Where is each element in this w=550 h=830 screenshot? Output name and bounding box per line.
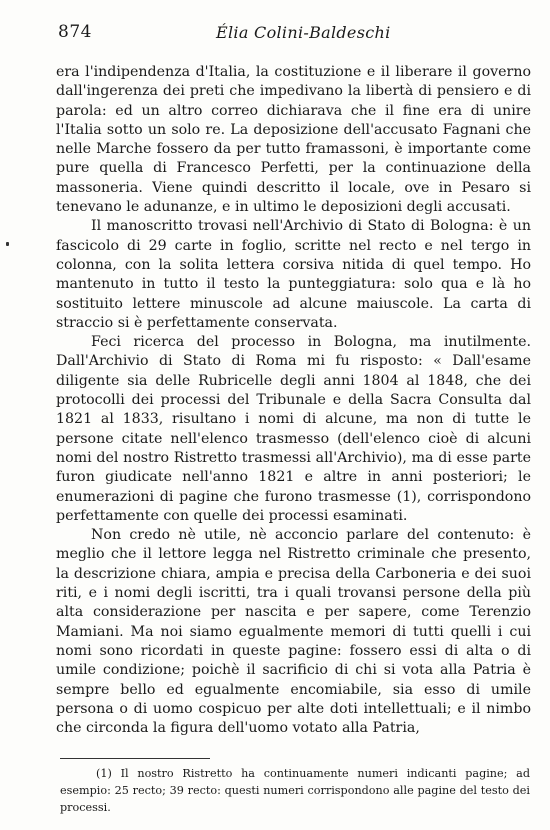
footnote: (1) Il nostro Ristretto ha continuamente numeri indicanti pagine; ad esempio: 25 recto; 39 recto: questi numeri corrispondono alle pagine del testo dei processi.: [60, 767, 530, 814]
paragraph-content: Non credo nè utile, nè acconcio parlare del contenuto: è meglio che il lettore legga nel Ristretto criminale che presento, la descrizione chiara, ampia e precisa della Carboneria e dei suoi riti, e i nomi degli iscritti, tra i quali trovansi persone della più alta considerazione per nascita e per sapere, come Terenzio Mamiani. Ma noi siamo egualmente memori di tutti quelli i cui nomi sono ricordati in queste pagine: fossero essi di alta o di umile condizione; poichè il sacrificio di chi si vota alla Patria è sempre bello ed egualmente encomiabile, sia esso di umile persona o di uomo cospicuo per alte doti intellettuali; e il nimbo che circonda la figura dell'uomo votato alla Patria,: [56, 527, 531, 737]
margin-mark: [6, 242, 9, 246]
paragraph-research: Feci ricerca del processo in Bologna, ma inutilmente. Dall'Archivio di Stato di Roma mi fu risposto: « Dall'esame diligente sia delle Rubricelle degli anni 1804 al 1848, che dei protocolli dei processi del Tribunale e della Sacra Consulta dal 1821 al 1833, risultano i nomi di alcune, ma non di tutte le persone citate nell'elenco trasmesso (dell'elenco cioè di alcuni nomi del nostro Ristretto trasmessi all'Archivio), ma di esse parte furon giudicate nell'anno 1821 e altre in anni posteriori; le enumerazioni di pagine che furono trasmesse (1), corrispondono perfettamente con quelle dei processi esaminati.: [56, 334, 531, 524]
footnote-divider: [60, 758, 210, 759]
body-text: [56, 63, 531, 738]
page-number: 874: [58, 22, 92, 42]
paragraph-continuation: era l'indipendenza d'Italia, la costituzione e il liberare il governo dall'ingerenza dei preti che impedivano la libertà di pensiero e di parola: ed un altro correo dichiarava che il fine era di unire l'Italia sotto un solo re. La deposizione dell'accusato Fagnani che nelle Marche fossero da per tutto framassoni, è importante come pure quella di Francesco Perfetti, per la continuazione della massoneria. Viene quindi descritto il locale, ove in Pesaro si tenevano le adunanze, e in ultimo le deposizioni degli accusati.: [56, 64, 531, 216]
page-header: [36, 22, 530, 44]
paragraph-manuscript: Il manoscritto trovasi nell'Archivio di Stato di Bologna: è un fascicolo di 29 carte in foglio, scritte nel recto e nel tergo in colonna, con la solita lettera corsiva nitida di quel tempo. Ho mantenuto in tutto il testo la punteggiatura: solo qua e là ho sostituito lettere minuscole ad alcune maiuscole. La carta di straccio si è perfettamente conservata.: [56, 218, 531, 331]
running-head: Élia Colini-Baldeschi: [216, 23, 391, 42]
